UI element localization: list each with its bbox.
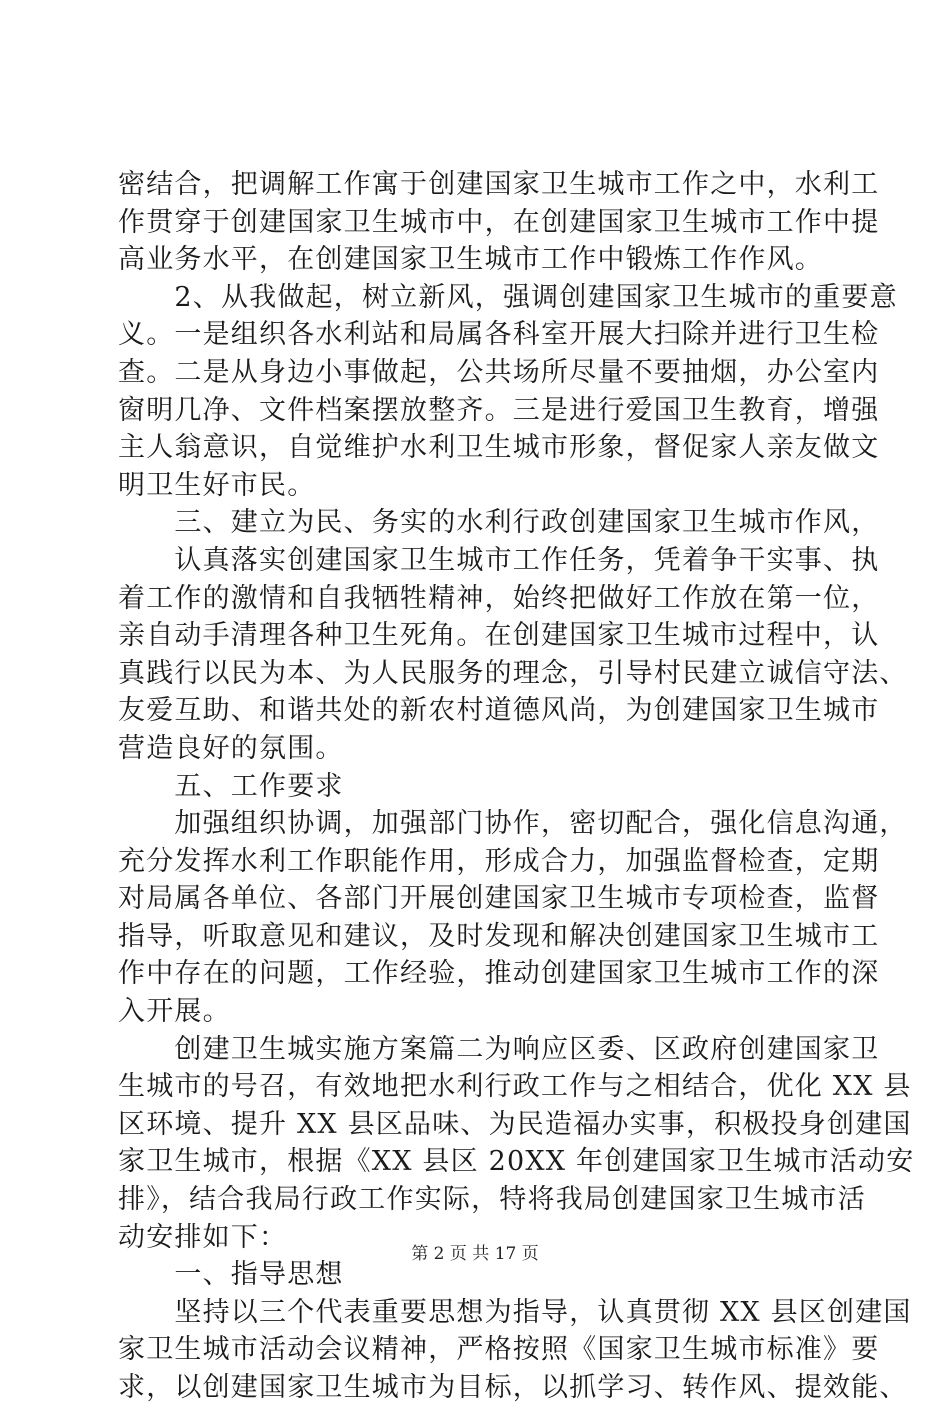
text-line: 窗明几净、文件档案摆放整齐。三是进行爱国卫生教育，增强 xyxy=(118,394,880,426)
text-line: 真践行以民为本、为人民服务的理念，引导村民建立诚信守法、 xyxy=(118,657,908,689)
text-line: 主人翁意识，自觉维护水利卫生城市形象，督促家人亲友做文 xyxy=(118,432,880,464)
text-line: 明卫生好市民。 xyxy=(118,469,316,501)
text-line: 作中存在的问题，工作经验，推动创建国家卫生城市工作的深 xyxy=(118,958,880,990)
text-line: 密结合，把调解工作寓于创建国家卫生城市工作之中，水利工 xyxy=(118,169,880,200)
text-line: 高业务水平，在创建国家卫生城市工作中锻炼工作作风。 xyxy=(118,244,823,276)
text-line: 充分发挥水利工作职能作用，形成合力，加强监督检查，定期 xyxy=(118,845,880,877)
text-line: 义。一是组织各水利站和局属各科室开展大扫除并进行卫生检 xyxy=(118,319,880,351)
text-line: 创建卫生城实施方案篇二为响应区委、区政府创建国家卫 xyxy=(118,1033,880,1065)
text-line: 友爱互助、和谐共处的新农村道德风尚，为创建国家卫生城市 xyxy=(118,695,880,727)
text-line: 坚持以三个代表重要思想为指导，认真贯彻 XX 县区创建国 xyxy=(118,1296,912,1328)
page-number-label: 第 2 页 共 17 页 xyxy=(411,1244,539,1264)
text-line: 求，以创建国家卫生城市为目标，以抓学习、转作风、提效能、 xyxy=(118,1372,908,1403)
document-body xyxy=(118,166,915,1407)
text-line: 营造良好的氛围。 xyxy=(118,732,344,764)
text-line: 指导，听取意见和建议，及时发现和解决创建国家卫生城市工 xyxy=(118,920,880,952)
text-line: 2、从我做起，树立新风，强调创建国家卫生城市的重要意 xyxy=(118,281,898,313)
section-heading: 三、建立为民、务实的水利行政创建国家卫生城市作风， xyxy=(118,507,880,539)
page-footer xyxy=(0,1243,950,1265)
text-line: 对局属各单位、各部门开展创建国家卫生城市专项检查，监督 xyxy=(118,883,880,915)
text-line: 区环境、提升 XX 县区品味、为民造福办实事，积极投身创建国 xyxy=(118,1108,912,1140)
text-line: 亲自动手清理各种卫生死角。在创建国家卫生城市过程中，认 xyxy=(118,620,880,652)
text-line: 作贯穿于创建国家卫生城市中，在创建国家卫生城市工作中提 xyxy=(118,206,880,238)
text-line: 生城市的号召，有效地把水利行政工作与之相结合，优化 XX 县 xyxy=(118,1071,912,1103)
text-line: 查。二是从身边小事做起，公共场所尽量不要抽烟，办公室内 xyxy=(118,356,880,388)
section-heading: 五、工作要求 xyxy=(118,770,344,802)
text-line: 认真落实创建国家卫生城市工作任务，凭着争干实事、执 xyxy=(118,544,880,576)
text-line: 入开展。 xyxy=(118,996,231,1028)
text-line: 家卫生城市，根据《XX 县区 20XX 年创建国家卫生城市活动安 xyxy=(118,1146,915,1178)
text-line: 家卫生城市活动会议精神，严格按照《国家卫生城市标准》要 xyxy=(118,1334,880,1366)
text-line: 排》，结合我局行政工作实际，特将我局创建国家卫生城市活 xyxy=(118,1184,866,1216)
text-line: 着工作的激情和自我牺牲精神，始终把做好工作放在第一位， xyxy=(118,582,880,614)
section-heading: 一、指导思想 xyxy=(118,1259,344,1291)
text-line: 加强组织协调，加强部门协作，密切配合，强化信息沟通， xyxy=(118,808,908,840)
text-line: 动安排如下： xyxy=(118,1221,288,1253)
